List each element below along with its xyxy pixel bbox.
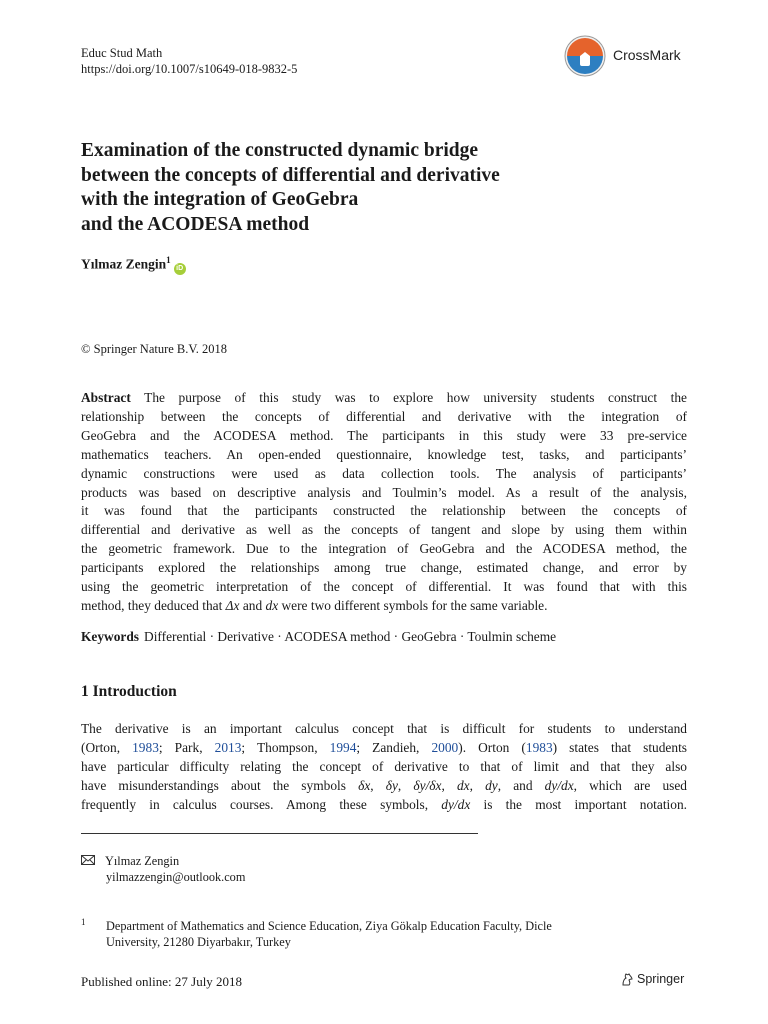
intro-line: (Orton, 1983; Park, 2013; Thompson, 1994; Zandieh, 2000). Orton (1983) states that students (81, 739, 688, 755)
affiliation-number: 1 (81, 917, 86, 927)
author-line (81, 255, 186, 275)
intro-line: have particular difficulty relating the concept of derivative to that of limit and that they also (81, 758, 687, 774)
intro-line: The derivative is an important calculus concept that is difficult for students to understand (81, 721, 687, 736)
keywords (81, 629, 556, 645)
crossmark-badge[interactable] (563, 34, 693, 78)
doi-link[interactable]: https://doi.org/10.1007/s10649-018-9832-5 (81, 61, 298, 76)
copyright-notice: © Springer Nature B.V. 2018 (81, 342, 228, 356)
affiliation-line: Department of Mathematics and Science Education, Ziya Gökalp Education Faculty, Dicle (106, 919, 552, 933)
abstract-line: participants explored the relationships among true change, estimated change, and error by (81, 560, 687, 576)
abstract-line: it was found that the participants constructed the relationship between the concepts of (81, 503, 687, 519)
journal-name: Educ Stud Math (81, 46, 163, 60)
abstract-line: relationship between the concepts of differential and derivative with the integration of (81, 408, 687, 424)
title-line: between the concepts of differential and derivative (81, 164, 500, 186)
published-date: Published online: 27 July 2018 (81, 974, 243, 989)
intro-line: frequently in calculus courses. Among these symbols, dy/dx is the most important notation. (81, 796, 687, 812)
keywords-list: Differential · Derivative · ACODESA method · GeoGebra · Toulmin scheme (144, 629, 557, 644)
crossmark-icon (563, 34, 607, 78)
crossmark-label: CrossMark (613, 47, 681, 63)
abstract-line: using the geometric interpretation of the concept of differential. It was found that with this (81, 579, 687, 595)
springer-horse-icon (620, 972, 634, 986)
envelope-icon (81, 854, 95, 870)
citation-link[interactable]: 1983 (525, 739, 553, 755)
citation-link[interactable]: 2013 (214, 739, 242, 755)
footnote-divider (81, 833, 478, 834)
springer-logo (620, 972, 684, 986)
citation-link[interactable]: 1983 (132, 739, 159, 755)
title-line: with the integration of GeoGebra (81, 189, 359, 210)
abstract-label: Abstract (81, 390, 131, 405)
section-heading: 1 Introduction (81, 683, 177, 700)
abstract-line: products was based on descriptive analysis and Toulmin’s model. As a result of the analysis, (81, 484, 687, 500)
corresponding-author (81, 854, 179, 870)
abstract (81, 389, 687, 616)
keywords-label: Keywords (81, 629, 140, 644)
title-line: and the ACODESA method (81, 213, 310, 235)
paper-title (81, 139, 641, 237)
author-name[interactable]: Yılmaz Zengin (81, 256, 167, 272)
citation-link[interactable]: 1994 (329, 739, 357, 755)
abstract-line: GeoGebra and the ACODESA method. The participants in this study were 33 pre-service (81, 427, 687, 443)
abstract-line: differential and derivative as well as the concepts of tangent and slope by using them within (81, 522, 687, 538)
citation-link[interactable]: 2000 (431, 739, 459, 755)
affiliation (106, 919, 641, 950)
journal-header (81, 46, 297, 77)
author-footnote-name: Yılmaz Zengin (105, 854, 180, 868)
affiliation-mark: 1 (166, 255, 171, 265)
abstract-line: Abstract The purpose of this study was to explore how university students construct the (81, 390, 688, 405)
orcid-icon[interactable]: iD (174, 263, 186, 275)
title-line: Examination of the constructed dynamic bridge (81, 140, 479, 161)
abstract-line: the geometric framework. Due to the integration of GeoGebra and the ACODESA method, the (81, 541, 687, 557)
intro-paragraph (81, 720, 687, 815)
abstract-line: method, they deduced that Δx and dx were two different symbols for the same variable. (81, 597, 548, 613)
affiliation-line: University, 21280 Diyarbakır, Turkey (106, 934, 291, 949)
abstract-line: dynamic constructions were used as data collection tools. The analysis of participants’ (81, 465, 687, 481)
intro-line: have misunderstandings about the symbols δx, δy, δy/δx, dx, dy, and dy/dx, which are used (81, 777, 687, 793)
author-email[interactable]: yilmazzengin@outlook.com (106, 870, 246, 884)
publisher-name: Springer (637, 972, 685, 986)
abstract-line: mathematics teachers. An open-ended questionnaire, knowledge test, tasks, and participants’ (81, 446, 687, 462)
